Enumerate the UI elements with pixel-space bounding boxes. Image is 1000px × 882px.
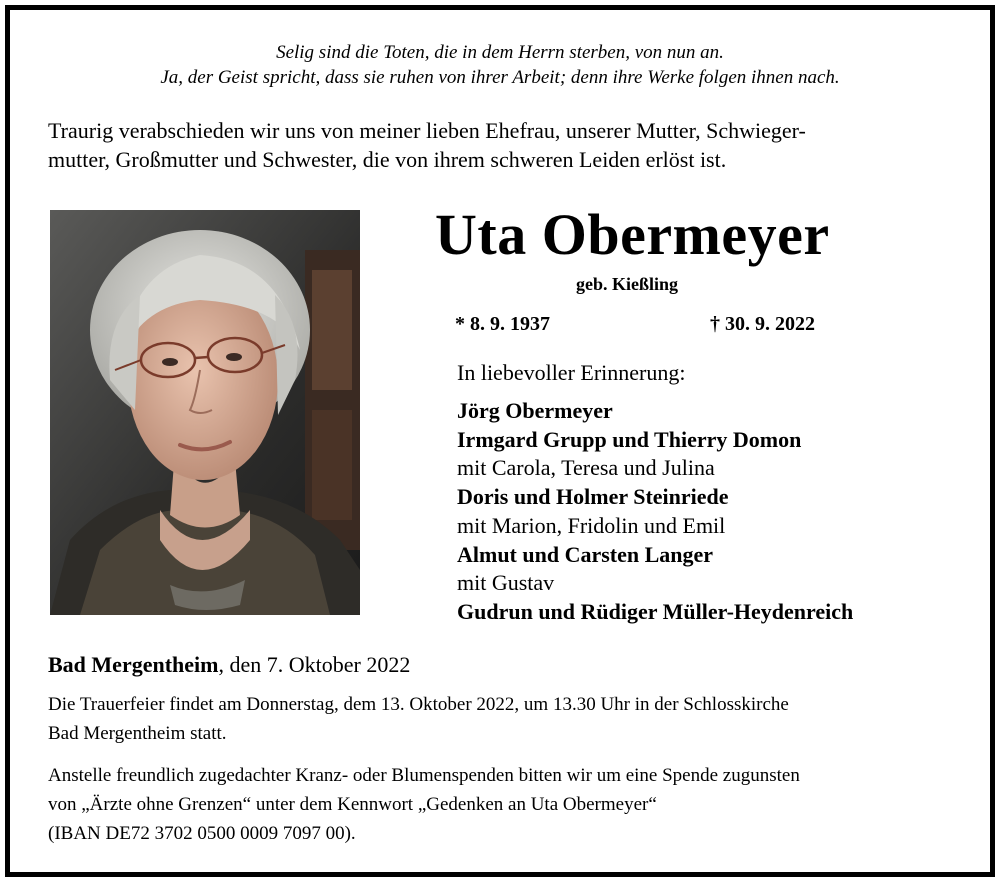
birth-date: * 8. 9. 1937 [455, 313, 550, 335]
family-entry: Doris und Holmer Steinriede [457, 484, 729, 510]
family-entry: mit Carola, Teresa und Julina [457, 455, 715, 481]
deceased-name: Uta Obermeyer [435, 202, 830, 267]
donation-line-2: von „Ärzte ohne Grenzen“ unter dem Kennwort „Gedenken an Uta Obermeyer“ [48, 794, 657, 815]
birth-name: geb. Kießling [576, 274, 679, 294]
intro-text [48, 116, 958, 174]
intro-line-1: Traurig verabschieden wir uns von meiner lieben Ehefrau, unserer Mutter, Schwieger- [48, 118, 806, 143]
family-entry: Almut und Carsten Langer [457, 541, 714, 567]
death-date: † 30. 9. 2022 [710, 313, 815, 335]
memory-heading: In liebevoller Erinnerung: [457, 360, 686, 385]
family-list [457, 397, 853, 627]
funeral-info [48, 690, 978, 748]
donation-line-3: (IBAN DE72 3702 0500 0009 7097 00). [48, 823, 356, 844]
family-entry: mit Gustav [457, 570, 555, 596]
donation-info [48, 761, 978, 848]
place-and-date [48, 651, 410, 679]
family-entry: Jörg Obermeyer [457, 398, 613, 423]
funeral-line-1: Die Trauerfeier findet am Donnerstag, dem 13. Oktober 2022, um 13.30 Uhr in der Schlosskirche [48, 694, 789, 715]
family-entry: Gudrun und Rüdiger Müller-Heydenreich [457, 598, 854, 624]
portrait-photo [50, 210, 360, 615]
verse-line-1: Selig sind die Toten, die in dem Herrn sterben, von nun an. [276, 42, 724, 63]
funeral-line-2: Bad Mergentheim statt. [48, 723, 227, 744]
place-name: Bad Mergentheim [48, 652, 219, 677]
donation-line-1: Anstelle freundlich zugedachter Kranz- oder Blumenspenden bitten wir um eine Spende zugunsten [48, 765, 800, 786]
family-entry: Irmgard Grupp und Thierry Domon [457, 426, 802, 452]
family-entry: mit Marion, Fridolin und Emil [457, 512, 726, 538]
notice-date: , den 7. Oktober 2022 [218, 652, 411, 677]
obituary-notice [5, 5, 995, 877]
bible-verse [10, 40, 990, 90]
intro-line-2: mutter, Großmutter und Schwester, die von ihrem schweren Leiden erlöst ist. [48, 147, 727, 172]
verse-line-2: Ja, der Geist spricht, dass sie ruhen von ihrer Arbeit; denn ihre Werke folgen ihnen nach. [160, 67, 840, 88]
